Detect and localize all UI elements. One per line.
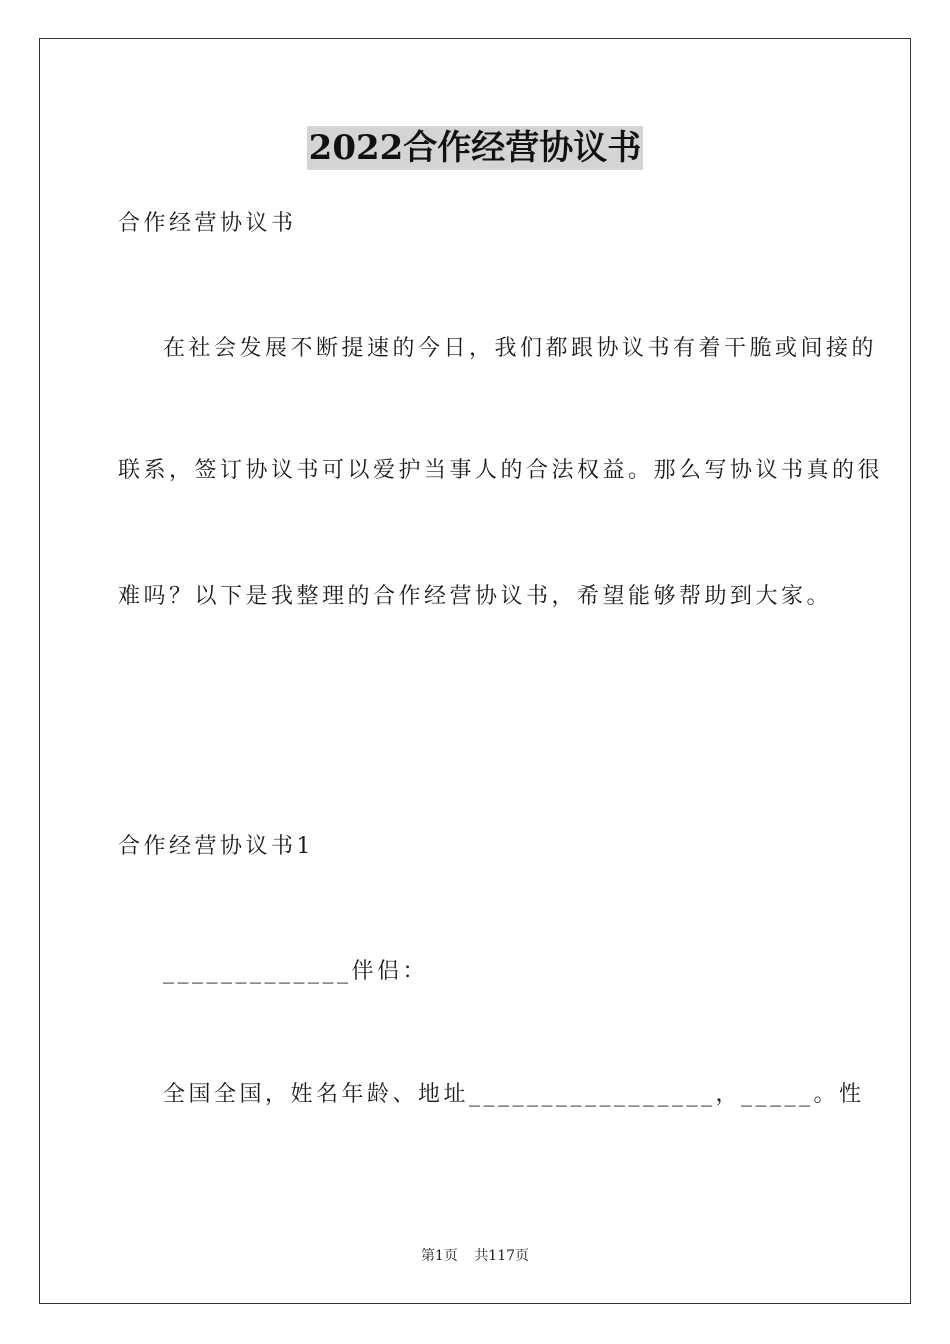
document-subtitle: 合作经营协议书 xyxy=(118,211,297,236)
paragraph-line-2: 联系，签订协议书可以爱护当事人的合法权益。那么写协议书真的很 xyxy=(118,458,884,483)
partner-line: _____________伴侣： xyxy=(163,959,429,984)
paragraph-line-1: 在社会发展不断提速的今日，我们都跟协议书有着干脆或间接的 xyxy=(163,336,878,361)
info-line: 全国全国，姓名年龄、地址_________________，_____。性 xyxy=(163,1082,865,1107)
document-title: 2022合作经营协议书 xyxy=(308,128,642,168)
page-footer xyxy=(0,1246,950,1266)
section-heading: 合作经营协议书1 xyxy=(118,834,314,859)
title-container xyxy=(0,126,950,170)
page-number-current: 第1页 xyxy=(420,1248,458,1264)
paragraph-line-3: 难吗？以下是我整理的合作经营协议书，希望能够帮助到大家。 xyxy=(118,584,833,609)
page-number-total: 共117页 xyxy=(474,1248,530,1264)
